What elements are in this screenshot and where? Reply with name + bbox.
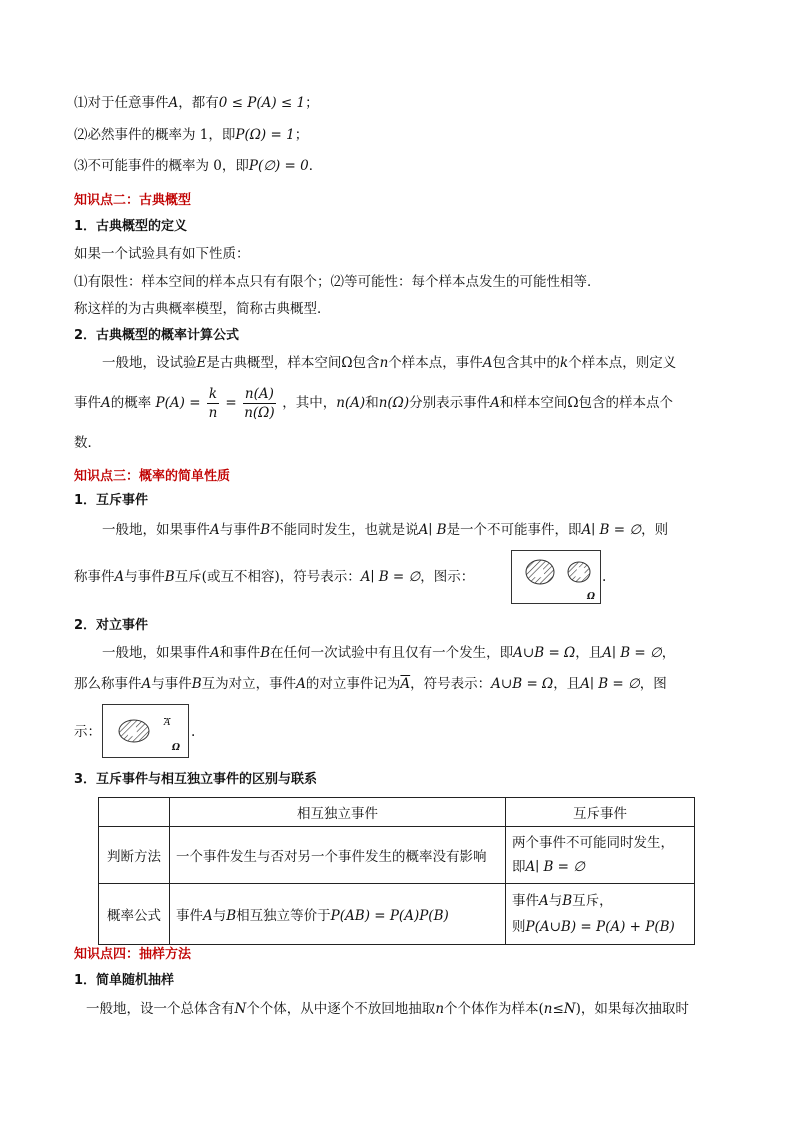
text-line: . bbox=[191, 724, 196, 740]
fraction-nA-over-nOmega: $\frac{n(A)}{n(\Omega)}$ bbox=[244, 386, 275, 421]
property-3: ⑶不可能事件的概率为 0，即P(∅) = 0． bbox=[74, 158, 323, 174]
label-a: A bbox=[130, 727, 138, 738]
table-header-cell: 相互独立事件 bbox=[170, 798, 506, 827]
label-omega: Ω bbox=[172, 743, 181, 753]
complementary-venn-diagram bbox=[102, 704, 189, 758]
text-line: 示： bbox=[74, 724, 101, 740]
subheading-definition: 1．古典概型的定义 bbox=[74, 219, 188, 234]
table-cell: 事件A与B互斥， 则P(A∪B) = P(A) + P(B) bbox=[506, 884, 695, 945]
text-line: 一般地，设一个总体含有N个个体，从中逐个不放回地抽取n个个体作为样本(n≤N)，如果每次抽取时 bbox=[86, 1001, 689, 1017]
probability-formula-line: 事件A的概率 P(A) = $\frac{k}{n}$ = $\frac{n(A)}{n(\Omega)}$ ，其中，n(A)和n(Ω)分别表示事件A和样本空间Ω包含的样本点个 bbox=[74, 386, 674, 421]
table-row bbox=[99, 827, 695, 884]
section-heading-classical-model: 知识点二：古典概型 bbox=[74, 193, 192, 208]
table-row bbox=[99, 884, 695, 945]
label-omega: Ω bbox=[587, 592, 596, 602]
text-line: 称事件A与事件B互斥(或互不相容)，符号表示：A∣ B = ∅，图示： bbox=[74, 569, 475, 585]
text-line: 数． bbox=[74, 435, 101, 451]
subheading-complementary: 2．对立事件 bbox=[74, 618, 149, 633]
text-line: 称这样的为古典概率模型，简称古典概型． bbox=[74, 301, 331, 317]
text-line: . bbox=[602, 569, 607, 585]
table-cell: 一个事件发生与否对另一个事件发生的概率没有影响 bbox=[170, 827, 506, 884]
fraction-k-over-n: $\frac{k}{n}$ bbox=[208, 386, 218, 421]
text-line: 一般地，如果事件A与事件B不能同时发生，也就是说A∣ B是一个不可能事件，即A∣ B = ∅，则 bbox=[102, 522, 669, 538]
section-heading-probability-properties: 知识点三：概率的简单性质 bbox=[74, 469, 231, 484]
table-cell: 判断方法 bbox=[99, 827, 170, 884]
label-a-complement: A bbox=[164, 718, 171, 728]
text-line: 一般地，如果事件A和事件B在任何一次试验中有且仅有一个发生，即A∪B = Ω，且A∣ B = ∅， bbox=[102, 645, 676, 661]
property-2: ⑵必然事件的概率为 1，即P(Ω) = 1； bbox=[74, 127, 309, 143]
table-header-row bbox=[99, 798, 695, 827]
label-b: B bbox=[577, 568, 585, 579]
mutually-exclusive-venn-diagram bbox=[511, 550, 601, 604]
section-heading-sampling: 知识点四：抽样方法 bbox=[74, 947, 192, 962]
comparison-table bbox=[98, 797, 695, 945]
text-line: ⑴有限性：样本空间的样本点只有有限个；⑵等可能性：每个样本点发生的可能性相等． bbox=[74, 274, 601, 290]
table-cell: 两个事件不可能同时发生， 即A∣ B = ∅ bbox=[506, 827, 695, 884]
property-1: ⑴对于任意事件A，都有0 ≤ P(A) ≤ 1； bbox=[74, 95, 319, 111]
formula-text-line: 一般地，设试验E是古典概型，样本空间Ω包含n个样本点，事件A包含其中的k个样本点，则定义 bbox=[102, 355, 677, 371]
subheading-mutually-exclusive: 1．互斥事件 bbox=[74, 493, 149, 508]
table-cell: 概率公式 bbox=[99, 884, 170, 945]
subheading-formula: 2．古典概型的概率计算公式 bbox=[74, 328, 240, 343]
subheading-comparison: 3．互斥事件与相互独立事件的区别与联系 bbox=[74, 772, 318, 787]
table-header-cell bbox=[99, 798, 170, 827]
label-a: A bbox=[537, 568, 545, 579]
text-line: 如果一个试验具有如下性质： bbox=[74, 246, 250, 262]
text-line: 那么称事件A与事件B互为对立，事件A的对立事件记为$\overline{A}$，符号表示：A∪B = Ω，且A∣ B = ∅，图 bbox=[74, 676, 667, 692]
table-header-cell: 互斥事件 bbox=[506, 798, 695, 827]
subheading-simple-random-sampling: 1．简单随机抽样 bbox=[74, 973, 175, 988]
table-cell: 事件A与B相互独立等价于P(AB) = P(A)P(B) bbox=[170, 884, 506, 945]
